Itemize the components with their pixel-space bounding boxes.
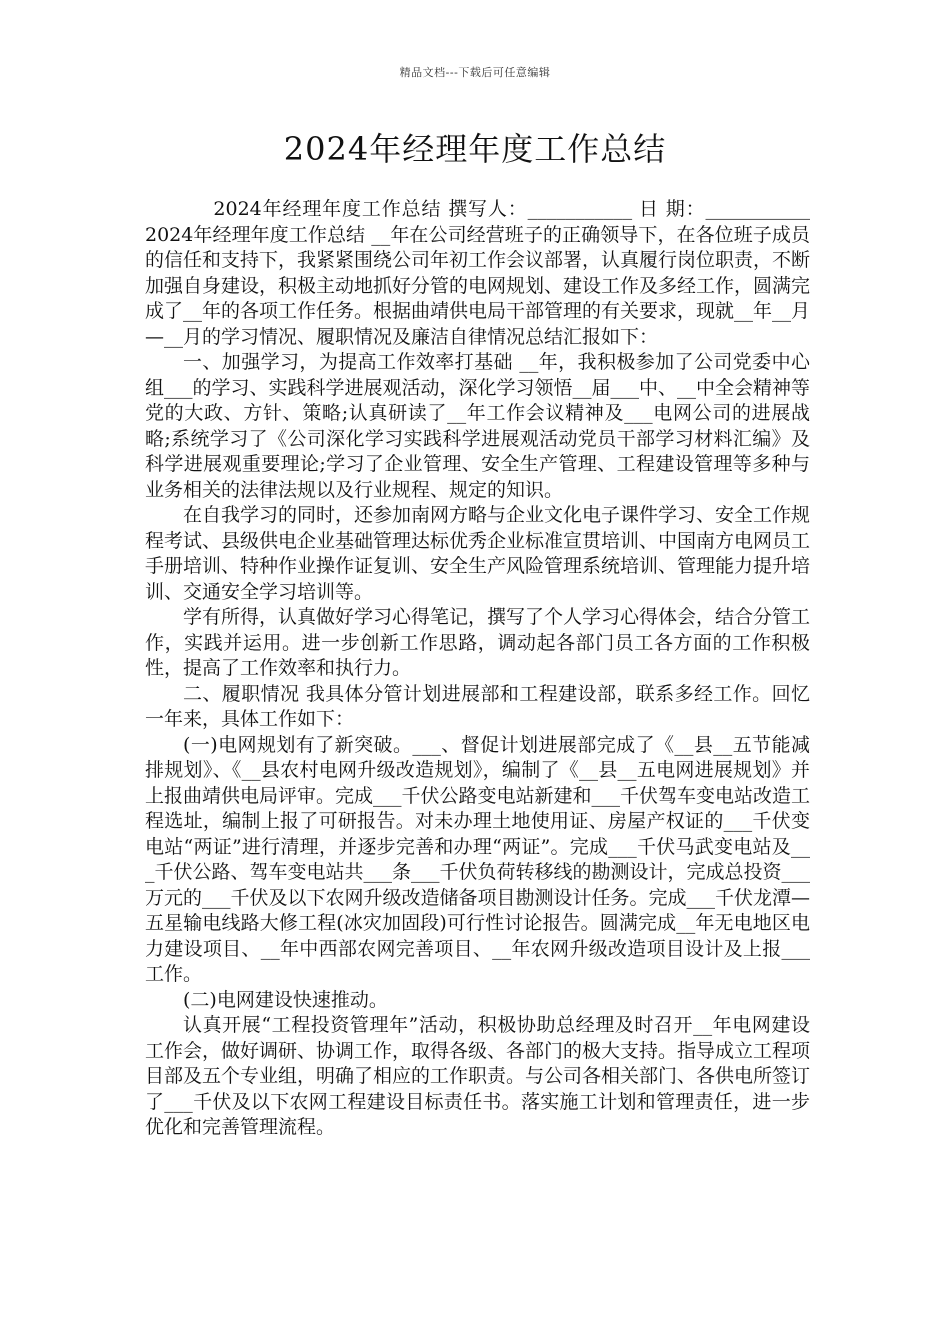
paragraph-grid-construction-heading: (二)电网建设快速推动。 (183, 988, 388, 1011)
paragraph-grid-construction: 认真开展“工程投资管理年”活动，积极协助总经理及时召开__年电网建设工作会，做好调研、协调工作，取得各级、各部门的极大支持。指导成立工程项目部及五个专业组，明确了相应的工作职责。与公司各相关部门、各供电所签订了___千伏及以下农网工程建设目标责任书。落实施工计划和管理责任，进一步优化和完善管理流程。 (145, 1014, 811, 1138)
document-title: 2024年经理年度工作总结 (283, 130, 667, 168)
paragraph-learning-results: 学有所得，认真做好学习心得笔记，撰写了个人学习心得体会，结合分管工作，实践并运用。进一步创新工作思路，调动起各部门员工各方面的工作积极性，提高了工作效率和执行力。 (145, 606, 811, 679)
paragraph-intro: 2024年经理年度工作总结 撰写人：___________ 日 期：___________ 2024年经理年度工作总结 __年在公司经营班子的正确领导下，在各位班子成员的信任和支持下，我紧紧围绕公司年初工作会议部署，认真履行岗位职责，不断加强自身建设，积极主动地抓好分管的电网规划、建设工作及多经工作，圆满完成了__年的各项工作任务。根据曲靖供电局干部管理的有关要求，现就__年__月—__月的学习情况、履职情况及廉洁自律情况总结汇报如下： (145, 198, 811, 348)
paragraph-self-study: 在自我学习的同时，还参加南网方略与企业文化电子课件学习、安全工作规程考试、县级供电企业基础管理达标优秀企业标准宣贯培训、中国南方电网员工手册培训、特种作业操作证复训、安全生产风险管理系统培训、管理能力提升培训、交通安全学习培训等。 (145, 504, 811, 603)
header-note: 精品文档---下载后可任意编辑 (399, 66, 551, 79)
paragraph-study: 一、加强学习，为提高工作效率打基础 __年，我积极参加了公司党委中心组___的学习、实践科学进展观活动，深化学习领悟__届___中、__中全会精神等党的大政、方针、策略;认真研读了__年工作会议精神及___电网公司的进展战略;系统学习了《公司深化学习实践科学进展观活动党员干部学习材料汇编》及科学进展观重要理论;学习了企业管理、安全生产管理、工程建设管理等多种与业务相关的法律法规以及行业规程、规定的知识。 (145, 351, 811, 501)
document-body (145, 197, 810, 1141)
paragraph-duty-heading: 二、履职情况 我具体分管计划进展部和工程建设部，联系多经工作。回忆一年来，具体工作如下： (145, 682, 810, 730)
paragraph-grid-planning: (一)电网规划有了新突破。___、督促计划进展部完成了《__县__五节能减排规划》、《__县农村电网升级改造规划》，编制了《__县__五电网进展规划》并上报曲靖供电局评审。完成___千伏公路变电站新建和___千伏驾车变电站改造工程选址，编制上报了可研报告。对未办理土地使用证、房屋产权证的___千伏变电站“两证”进行清理，并逐步完善和办理“两证”。完成___千伏马武变电站及___千伏公路、驾车变电站共___条___千伏负荷转移线的勘测设计，完成总投资___万元的___千伏及以下农网升级改造储备项目勘测设计任务。完成___千伏龙潭—五星输电线路大修工程(冰灾加固段)可行性讨论报告。圆满完成__年无电地区电力建设项目、__年中西部农网完善项目、__年农网升级改造项目设计及上报___工作。 (145, 733, 811, 985)
